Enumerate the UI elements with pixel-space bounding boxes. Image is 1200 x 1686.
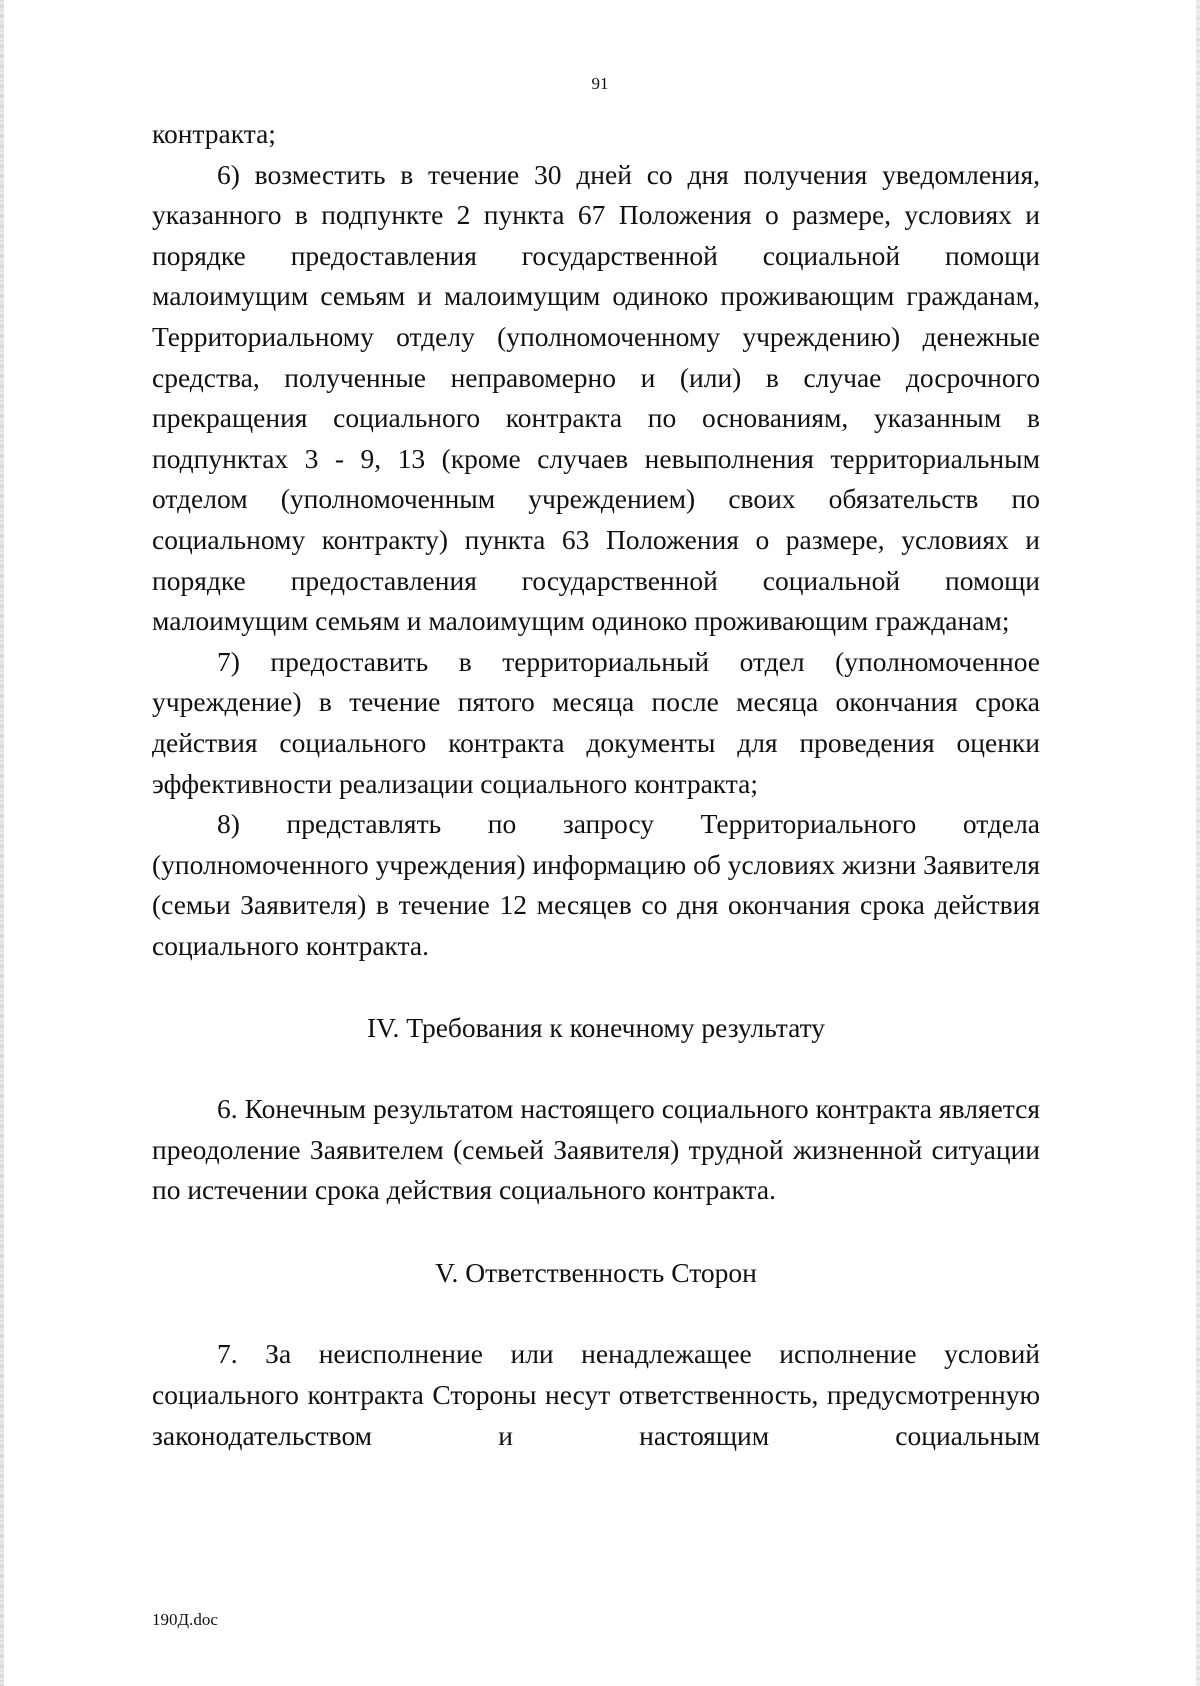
- spacer: [152, 1211, 1040, 1253]
- paragraph-item-7: 7) предоставить в территориальный отдел (уполномоченное учреждение) в течение пятого месяца после месяца окончания срока действия социального контракта документы для проведения оценки эффективности реализации социального контракта;: [152, 645, 1040, 799]
- spacer: [152, 966, 1040, 1008]
- document-body: [152, 114, 1040, 1456]
- paragraph-final-result: 6. Конечным результатом настоящего социального контракта является преодоление Заявителем (семьей Заявителя) трудной жизненной ситуации по истечении срока действия социального контракта.: [152, 1093, 1040, 1206]
- scan-edge-left: [0, 0, 4, 1686]
- paragraph-contract-continuation: контракта;: [152, 118, 276, 149]
- paragraph-responsibility: 7. За неисполнение или ненадлежащее исполнение условий социального контракта Стороны несут ответственность, предусмотренную законодательством и настоящим социальным: [152, 1338, 1040, 1451]
- page-number: 91: [591, 74, 609, 93]
- paragraph-item-8: 8) представлять по запросу Территориального отдела (уполномоченного учреждения) информацию об условиях жизни Заявителя (семьи Заявителя) в течение 12 месяцев со дня окончания срока действия социального контракта.: [152, 808, 1040, 961]
- section-heading-iv: IV. Требования к конечному результату: [366, 1012, 826, 1044]
- paragraph-item-6: 6) возместить в течение 30 дней со дня получения уведомления, указанного в подпункте 2 пункта 67 Положения о размере, условиях и порядке предоставления государственной социальной помощи малоимущим семьям и малоимущим одиноко проживающим гражданам, Территориальному отделу (уполномоченному учреждению) денежные средства, полученные неправомерно и (или) в случае досрочного прекращения социального контракта по основаниям, указанным в подпунктах 3 - 9, 13 (кроме случаев невыполнения территориальным отделом (уполномоченным учреждением) своих обязательств по социальному контракту) пункта 63 Положения о размере, условиях и порядке предоставления государственной социальной помощи малоимущим семьям и малоимущим одиноко проживающим гражданам;: [152, 158, 1040, 637]
- footer-filename: 190Д.doc: [152, 1610, 218, 1629]
- spacer: [152, 1293, 1040, 1334]
- scan-edge-right: [1196, 0, 1200, 1686]
- spacer: [152, 1049, 1040, 1089]
- section-heading-v: V. Ответственность Сторон: [435, 1256, 757, 1288]
